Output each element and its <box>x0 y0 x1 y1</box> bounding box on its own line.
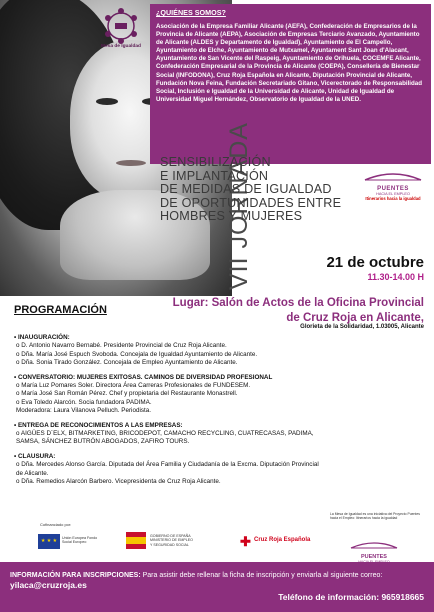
eu-flag-icon: ★ ★ ★ <box>38 534 60 549</box>
spain-flag-icon <box>126 532 146 549</box>
list-item: o María Luz Pomares Soler. Directora Área Carreras Profesionales de FUNDESEM. <box>16 382 251 390</box>
list-item: o Dña. Mercedes Alonso García. Diputada del Área Familia y Ciudadanía de la Excma. Diputación Provincial <box>16 461 319 469</box>
list-item: o Dña. Sonia Tirado González. Concejala de Empleo Ayuntamiento de Alicante. <box>16 359 238 367</box>
contact-phone: Teléfono de información: 965918665 <box>278 592 424 602</box>
info-label: INFORMACIÓN PARA INSCRIPCIONES: <box>10 572 141 579</box>
agenda <box>14 334 424 493</box>
cofinanciado-label: Cofinanciado por: <box>40 522 72 527</box>
puentes-logo-top <box>358 168 428 201</box>
event-title <box>160 156 360 224</box>
puentes-tag: Itinerarios hacia la igualdad <box>365 196 421 201</box>
title-line: HOMBRES Y MUJERES <box>160 209 303 224</box>
quienes-title: ¿QUIÉNES SOMOS? <box>156 8 226 17</box>
venue <box>173 296 424 326</box>
section-title: • CLAUSURA: <box>14 452 56 460</box>
puentes-logo-bottom <box>344 536 404 564</box>
programacion-heading: PROGRAMACIÓN <box>14 304 107 316</box>
list-item: o Dña. Remedios Alarcón Barbero. Vicepresidenta de Cruz Roja Alicante. <box>16 478 221 486</box>
contact-email[interactable]: yilaca@cruzroja.es <box>10 579 87 590</box>
bridge-icon <box>349 541 399 549</box>
list-item: Moderadora: Laura Vilanova Pelluch. Periodista. <box>16 407 151 415</box>
venue-line-2: de Cruz Roja en Alicante, <box>286 312 424 324</box>
section-title: • CONVERSATORIO: MUJERES EXITOSAS. CAMINOS DE DIVERSIDAD PROFESIONAL <box>14 373 273 381</box>
list-item: de Alicante. <box>16 469 49 477</box>
list-item: o Dña. María José Espuch Svoboda. Concejala de Igualdad Ayuntamiento de Alicante. <box>16 350 258 358</box>
bridge-icon <box>363 172 423 181</box>
cruz-roja-text: Cruz Roja Española <box>254 537 311 543</box>
puentes-sub: HACIA EL EMPLEO <box>376 192 410 196</box>
event-time: 11.30-14.00 H <box>367 272 424 282</box>
mesa-note: La Mesa de Igualdad es una iniciativa del Proyecto Puentes hacia el Empleo: Itinerarios hacia la igualdad <box>330 512 420 520</box>
eu-text: Unión Europea Fondo Social Europeo <box>62 536 98 545</box>
title-line: DE OPORTUNIDADES ENTRE <box>160 195 342 210</box>
list-item: o AIGÜES D´ELX, BITMARKETING, BRICODEPOT, CAMACHO RECYCLING, CUATRECASAS, PADIMA, <box>16 430 314 438</box>
list-item: o D. Antonio Navarro Bernabé. Presidente Provincial de Cruz Roja Alicante. <box>16 342 227 350</box>
people-circle-icon <box>98 6 144 46</box>
quienes-somos-box <box>150 4 431 164</box>
logo-caption: Mesa de Igualdad <box>101 44 141 49</box>
agenda-section <box>14 422 424 447</box>
sponsors-strip <box>0 512 434 562</box>
footer <box>0 562 434 612</box>
quienes-body: Asociación de la Empresa Familiar Alicante (AEFA), Confederación de Empresarios de la Provincia de Alicante (AEPA), Asociación de Empresas Terciario Avanzado, Ayuntamiento de Alicante (ALDES y Departamento de Igualdad), Ayuntamiento de El Campello, Ayuntamiento de Elche, Ayuntamiento de Mutxamel, Ayuntament Sant Joan d'Alacant, Ayuntamiento de San Vicente del Raspeig, Ayuntamiento de Orihuela, COCEMFE Alicante, Confederación Empresarial de la Provincia de Alicante (COEPA), Consellería de Bienestar Social (INFODONA), Cruz Roja Española en Alicante, Diputación Provincial de Alicante, Fundación Nova Feina, Fundación Secretariado Gitano, Vicerectorado de Responsabilidad Social, Inclusión e Igualdad de la Universidad de Alicante, Unidad de Igualdad de Universidad Miguel Hernández, Observatorio de Igualdad de la UNED. <box>156 23 423 103</box>
info-text: Para asistir debe rellenar la ficha de inscripción y enviarla al siguiente correo: <box>142 572 383 579</box>
title-line: E IMPLANTACIÓN <box>160 168 269 183</box>
title-line: DE MEDIDAS DE IGUALDAD <box>160 182 332 197</box>
agenda-section <box>14 374 424 416</box>
list-item: o María José San Román Pérez. Chef y propietaria del Restaurante Monastrell. <box>16 390 238 398</box>
title-line: SENSIBILIZACIÓN <box>160 155 271 169</box>
puentes-word: PUENTES <box>377 186 409 192</box>
top-section <box>0 0 434 304</box>
red-cross-icon: ✚ <box>240 534 251 549</box>
mesa-igualdad-logo <box>98 6 144 58</box>
list-item: o Eva Toledo Alarcón. Socia fundadora PADIMA. <box>16 398 152 406</box>
venue-line-1: Lugar: Salón de Actos de la Oficina Provincial <box>172 297 424 309</box>
puentes-word: PUENTES <box>361 554 387 560</box>
section-title: • INAUGURACIÓN: <box>14 334 70 341</box>
agenda-section <box>14 334 424 368</box>
venue-address: Glorieta de la Solidaridad, 1.03005, Alicante <box>300 324 424 330</box>
inscripcion-info <box>10 571 390 591</box>
edition-label: VII JORNADA <box>225 122 253 290</box>
gobierno-text: GOBIERNO DE ESPAÑA MINISTERIO DE EMPLEO Y SEGURIDAD SOCIAL <box>150 534 193 547</box>
list-item: SAMSA, SÁNCHEZ BUTRÓN ABOGADOS, ZAFIRO TOURS. <box>16 438 190 446</box>
agenda-section <box>14 453 424 487</box>
section-title: • ENTREGA DE RECONOCIMIENTOS A LAS EMPRESAS: <box>14 421 183 429</box>
event-date: 21 de octubre <box>326 254 424 271</box>
